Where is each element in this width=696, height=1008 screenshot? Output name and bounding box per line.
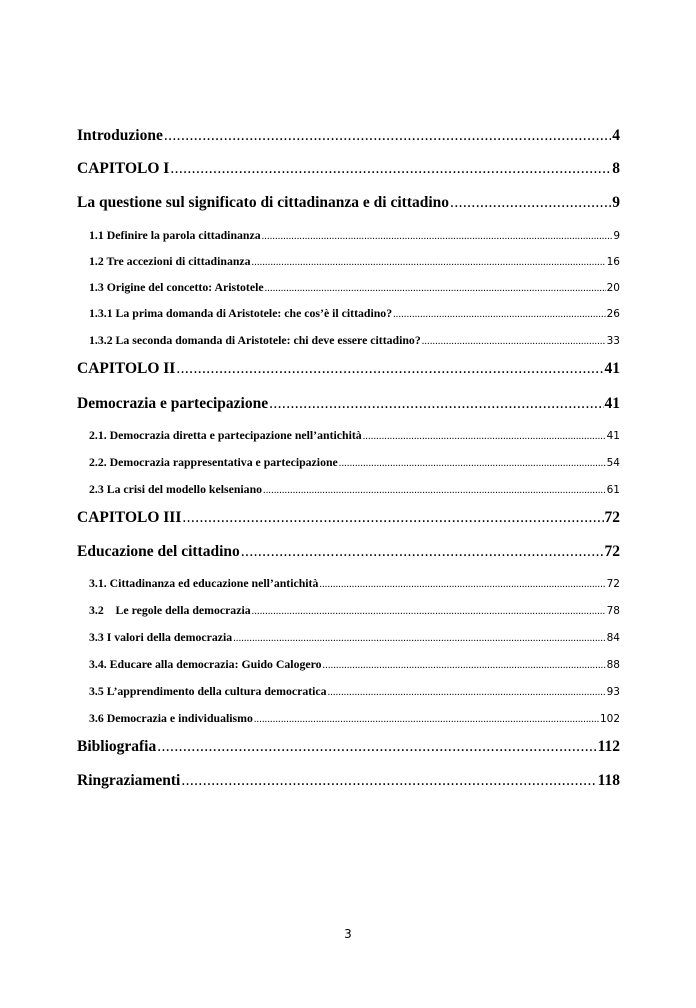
toc-entry-page: 72	[604, 543, 620, 560]
toc-entry-1-3[interactable]	[89, 280, 620, 298]
toc-entry-capitolo-3[interactable]	[77, 509, 620, 531]
toc-entry-page: 9	[613, 230, 620, 242]
toc-entry-page: 54	[606, 457, 620, 469]
toc-entry-1-3-2[interactable]	[89, 333, 620, 351]
toc-entry-2-3[interactable]	[89, 482, 620, 500]
toc-entry-page: 118	[597, 772, 620, 789]
page-number: 3	[344, 927, 352, 941]
toc-entry-title: CAPITOLO II	[77, 360, 176, 377]
toc-entry-title: La questione sul significato di cittadinanza e di cittadino	[77, 194, 450, 211]
toc-entry-title: 1.1 Definire la parola cittadinanza	[89, 228, 261, 242]
toc-entry-page: 4	[612, 127, 620, 144]
toc-entry-3-5[interactable]	[89, 684, 620, 702]
toc-entry-title: Democrazia e partecipazione	[77, 395, 269, 412]
toc-entry-page: 88	[606, 659, 620, 671]
toc-entry-2-2[interactable]	[89, 455, 620, 473]
toc-entry-page: 41	[604, 395, 620, 412]
toc-entry-1-2[interactable]	[89, 254, 620, 272]
toc-entry-title: Ringraziamenti	[77, 772, 181, 789]
toc-entry-3-2[interactable]	[89, 603, 620, 621]
toc-entry-2-1[interactable]	[89, 428, 620, 446]
toc-entry-title: CAPITOLO III	[77, 509, 182, 526]
toc-entry-page: 84	[606, 632, 620, 644]
toc-entry-capitolo-2[interactable]	[77, 360, 620, 382]
dot-leader	[263, 485, 606, 496]
dot-leader	[157, 738, 596, 756]
dot-leader	[252, 257, 606, 268]
toc-entry-title: Bibliografia	[77, 738, 157, 755]
toc-entry-title: 3.5 L’apprendimento della cultura democratica	[89, 684, 327, 698]
toc-entry-title: Educazione del cittadino	[77, 543, 240, 560]
toc-entry-educazione-cittadino[interactable]	[77, 543, 620, 565]
toc-entry-title: CAPITOLO I	[77, 160, 170, 177]
toc-entry-title: 2.3 La crisi del modello kelseniano	[89, 482, 263, 496]
toc-entry-page: 78	[606, 605, 620, 617]
toc-entry-title: 1.3.2 La seconda domanda di Aristotele: chi deve essere cittadino?	[89, 333, 421, 347]
dot-leader	[164, 127, 611, 145]
dot-leader	[262, 231, 613, 242]
toc-entry-page: 41	[606, 430, 620, 442]
toc-entry-page: 61	[606, 484, 620, 496]
toc-entry-title: 3.2 Le regole della democrazia	[89, 603, 251, 617]
dot-leader	[269, 395, 603, 413]
toc-entry-title: 1.3.1 La prima domanda di Aristotele: che cos’è il cittadino?	[89, 306, 393, 320]
dot-leader	[363, 431, 606, 442]
toc-entry-page: 16	[606, 256, 620, 268]
dot-leader	[323, 660, 606, 671]
toc-entry-ringraziamenti[interactable]	[77, 772, 620, 794]
dot-leader	[252, 606, 606, 617]
dot-leader	[393, 309, 606, 320]
toc-entry-page: 102	[599, 713, 620, 725]
toc-entry-page: 9	[612, 194, 620, 211]
toc-entry-title: 1.2 Tre accezioni di cittadinanza	[89, 254, 251, 268]
toc-entry-capitolo-1[interactable]	[77, 160, 620, 182]
dot-leader	[450, 194, 611, 212]
toc-entry-3-1[interactable]	[89, 576, 620, 594]
toc-entry-3-4[interactable]	[89, 657, 620, 675]
dot-leader	[181, 772, 596, 790]
toc-entry-page: 72	[604, 509, 620, 526]
toc-entry-title: 3.1. Cittadinanza ed educazione nell’antichità	[89, 576, 319, 590]
toc-entry-page: 8	[612, 160, 620, 177]
toc-entry-3-3[interactable]	[89, 630, 620, 648]
toc-entry-bibliografia[interactable]	[77, 738, 620, 760]
toc-entry-title: 3.4. Educare alla democrazia: Guido Calogero	[89, 657, 322, 671]
dot-leader	[170, 160, 611, 178]
toc-entry-title: 2.2. Democrazia rappresentativa e partecipazione	[89, 455, 338, 469]
toc-entry-1-3-1[interactable]	[89, 306, 620, 324]
toc-entry-page: 20	[606, 282, 620, 294]
toc-entry-questione-cittadinanza[interactable]	[77, 194, 620, 216]
dot-leader	[328, 687, 606, 698]
toc-entry-3-6[interactable]	[89, 711, 620, 729]
toc-entry-page: 26	[606, 308, 620, 320]
toc-entry-title: 3.6 Democrazia e individualismo	[89, 711, 253, 725]
toc-entry-page: 112	[597, 738, 620, 755]
toc-entry-page: 72	[606, 578, 620, 590]
dot-leader	[254, 714, 599, 725]
toc-entry-page: 93	[606, 686, 620, 698]
toc-entry-introduzione[interactable]	[77, 127, 620, 149]
toc-entry-page: 41	[604, 360, 620, 377]
toc-entry-democrazia-partecipazione[interactable]	[77, 395, 620, 417]
dot-leader	[241, 543, 604, 561]
toc-entry-title: 2.1. Democrazia diretta e partecipazione nell’antichità	[89, 428, 362, 442]
toc-entry-page: 33	[606, 335, 620, 347]
dot-leader	[319, 579, 605, 590]
dot-leader	[422, 336, 606, 347]
toc-entry-1-1[interactable]	[89, 228, 620, 246]
dot-leader	[233, 633, 605, 644]
dot-leader	[265, 283, 606, 294]
toc-entry-title: 3.3 I valori della democrazia	[89, 630, 233, 644]
dot-leader	[176, 360, 603, 378]
dot-leader	[339, 458, 606, 469]
toc-entry-title: Introduzione	[77, 127, 163, 144]
dot-leader	[182, 509, 603, 527]
toc-entry-title: 1.3 Origine del concetto: Aristotele	[89, 280, 264, 294]
